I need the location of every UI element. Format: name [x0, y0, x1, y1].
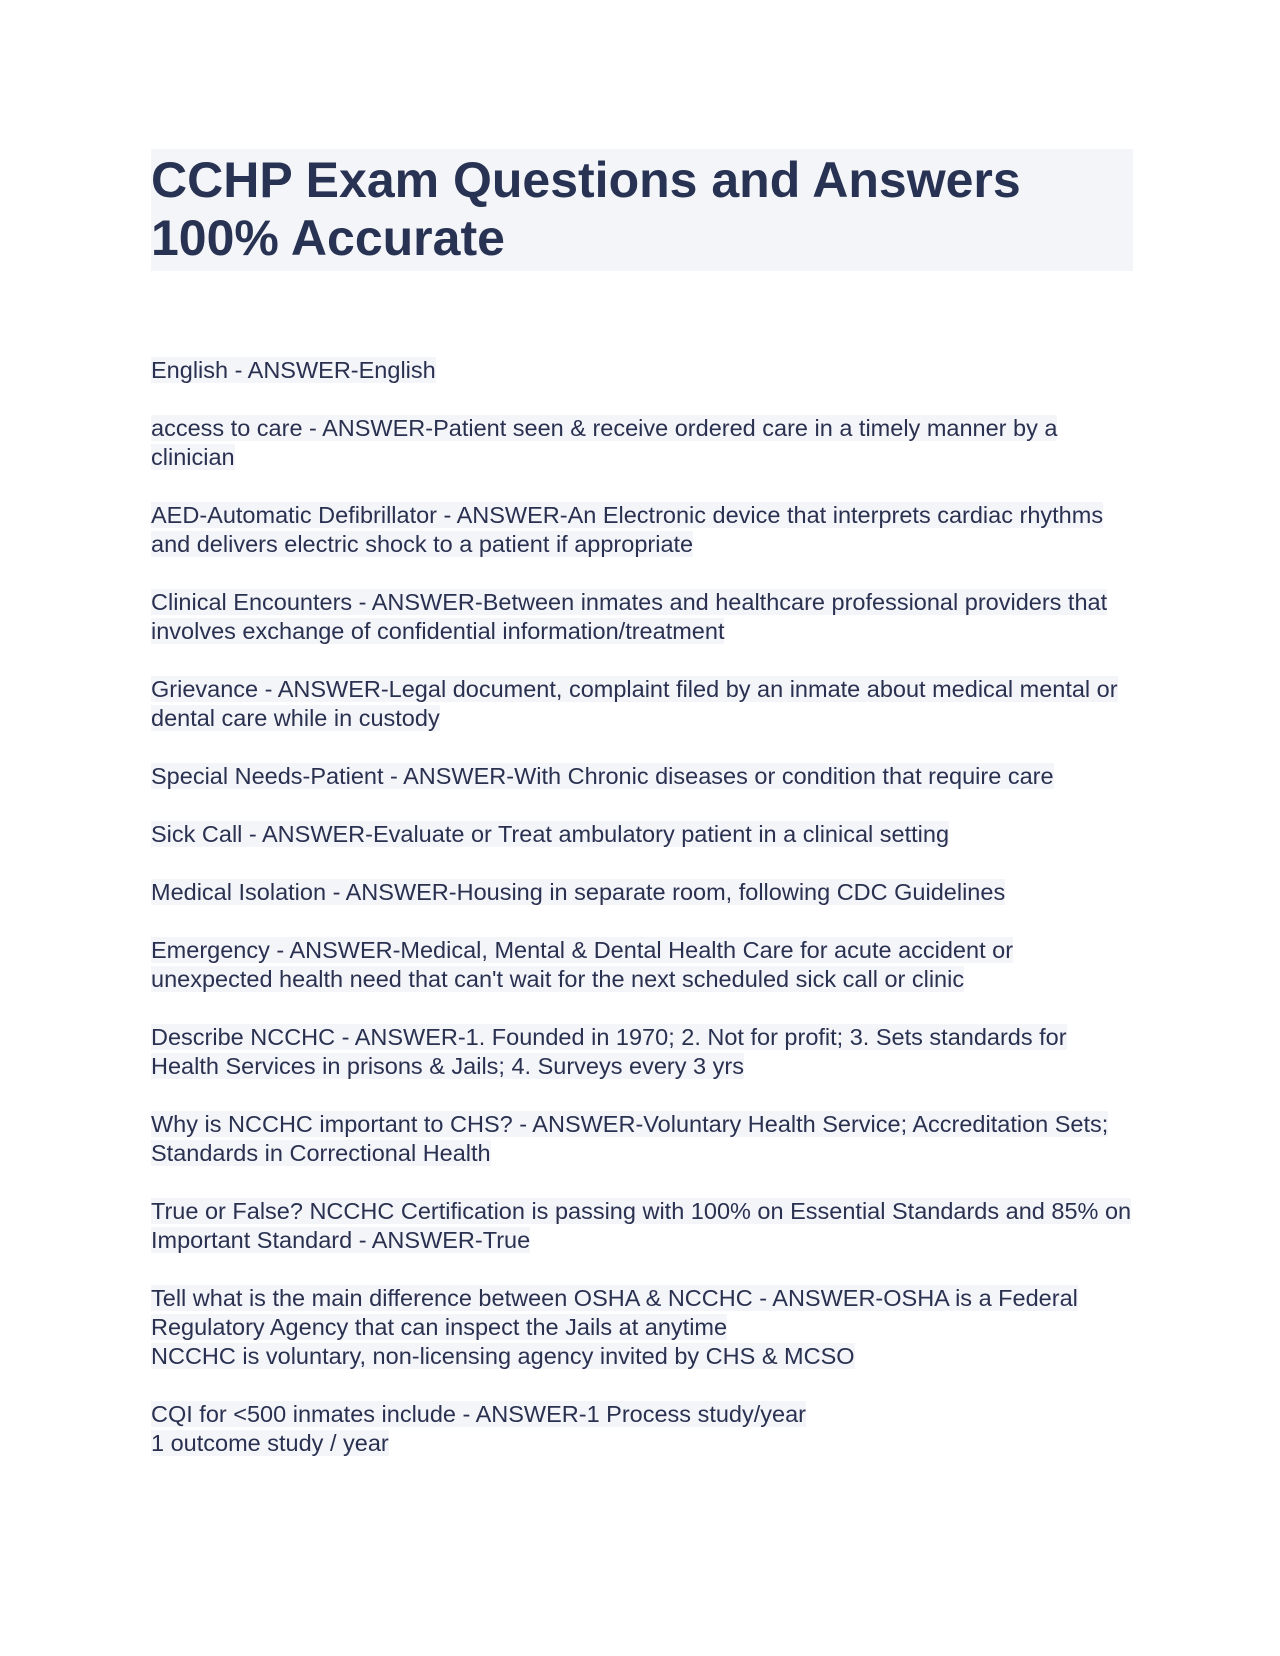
qa-item: [151, 588, 1133, 646]
qa-text: Medical Isolation - ANSWER-Housing in separate room, following CDC Guidelines: [151, 879, 1006, 905]
qa-text: Clinical Encounters - ANSWER-Between inmates and healthcare professional providers that involves exchange of confidential information/treatment: [151, 589, 1108, 644]
qa-text: Why is NCCHC important to CHS? - ANSWER-Voluntary Health Service; Accreditation Sets; Standards in Correctional Health: [151, 1111, 1109, 1166]
qa-item: [151, 762, 1133, 791]
qa-item: [151, 675, 1133, 733]
qa-item: [151, 1400, 1133, 1458]
qa-text: Special Needs-Patient - ANSWER-With Chronic diseases or condition that require care: [151, 763, 1054, 789]
qa-list: [151, 356, 1133, 1458]
document-title: CCHP Exam Questions and Answers 100% Accurate: [151, 152, 1021, 266]
qa-item: [151, 820, 1133, 849]
qa-item: [151, 1284, 1133, 1371]
qa-text: CQI for <500 inmates include - ANSWER-1 Process study/year 1 outcome study / year: [151, 1401, 806, 1456]
qa-text: Grievance - ANSWER-Legal document, complaint filed by an inmate about medical mental or dental care while in custody: [151, 676, 1118, 731]
qa-text: English - ANSWER-English: [151, 357, 436, 383]
document-page: [151, 149, 1133, 1487]
qa-text: Emergency - ANSWER-Medical, Mental & Dental Health Care for acute accident or unexpected health need that can't wait for the next scheduled sick call or clinic: [151, 937, 1014, 992]
qa-item: [151, 1110, 1133, 1168]
qa-text: access to care - ANSWER-Patient seen & receive ordered care in a timely manner by a clinician: [151, 415, 1058, 470]
qa-item: [151, 878, 1133, 907]
qa-item: [151, 1023, 1133, 1081]
qa-text: Tell what is the main difference between OSHA & NCCHC - ANSWER-OSHA is a Federal Regulatory Agency that can inspect the Jails at anytime NCCHC is voluntary, non-licensing agency invited by CHS & MCSO: [151, 1285, 1078, 1369]
qa-text: True or False? NCCHC Certification is passing with 100% on Essential Standards and 85% on Important Standard - ANSWER-True: [151, 1198, 1132, 1253]
qa-item: [151, 414, 1133, 472]
qa-text: Describe NCCHC - ANSWER-1. Founded in 1970; 2. Not for profit; 3. Sets standards for Health Services in prisons & Jails; 4. Surveys every 3 yrs: [151, 1024, 1067, 1079]
qa-text: AED-Automatic Defibrillator - ANSWER-An Electronic device that interprets cardiac rhythms and delivers electric shock to a patient if appropriate: [151, 502, 1104, 557]
qa-text: Sick Call - ANSWER-Evaluate or Treat ambulatory patient in a clinical setting: [151, 821, 950, 847]
title-block: [151, 149, 1133, 271]
qa-item: [151, 356, 1133, 385]
qa-item: [151, 936, 1133, 994]
qa-item: [151, 1197, 1133, 1255]
qa-item: [151, 501, 1133, 559]
